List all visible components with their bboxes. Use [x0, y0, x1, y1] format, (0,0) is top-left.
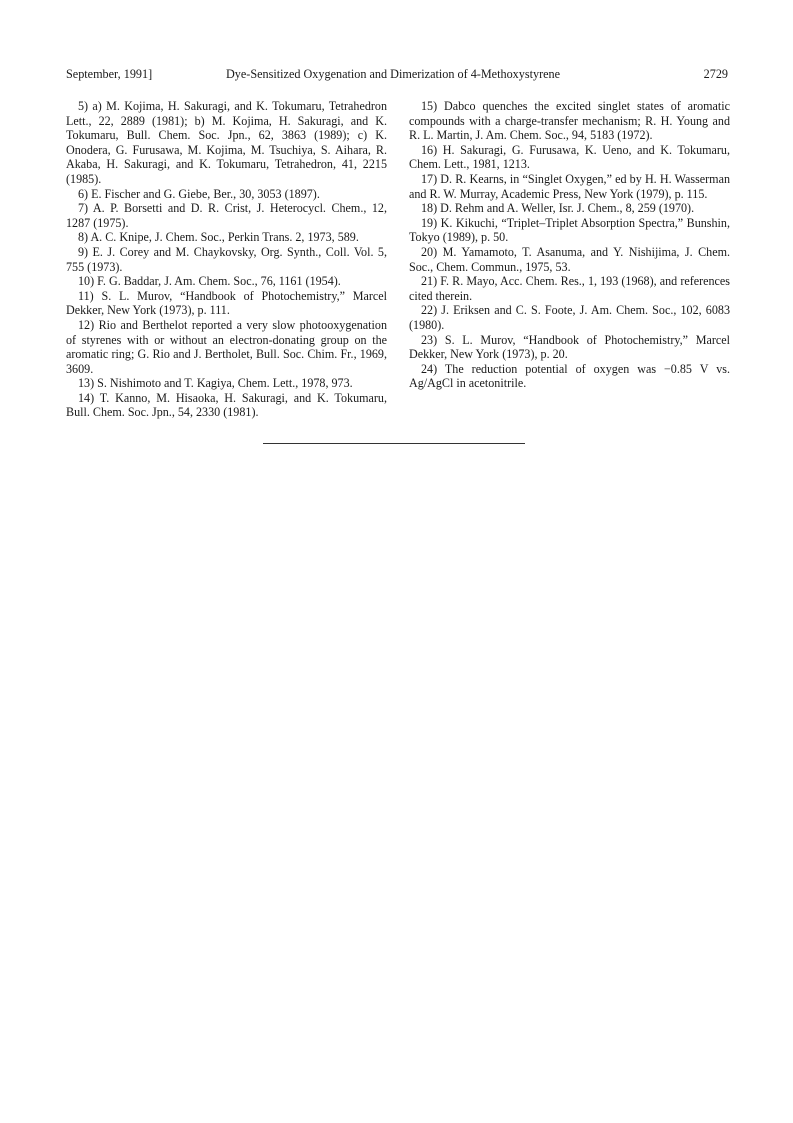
reference-text: Dabco quenches the excited singlet states of aromatic compounds with a charge-transfer mechanism; R. H. Young and R. L. Martin, J. Am. Chem. Soc., 94, 5183 (1972). [409, 99, 730, 143]
reference-text: D. Rehm and A. Weller, Isr. J. Chem., 8, 259 (1970). [440, 201, 695, 216]
reference-item [66, 318, 387, 376]
reference-text: K. Kikuchi, “Triplet–Triplet Absorption Spectra,” Bunshin, Tokyo (1989), p. 50. [409, 215, 730, 245]
end-of-article-rule [263, 443, 525, 444]
reference-number: 21) [421, 274, 438, 289]
reference-text: T. Kanno, M. Hisaoka, H. Sakuragi, and K. Tokumaru, Bull. Chem. Soc. Jpn., 54, 2330 (1981). [66, 390, 387, 420]
references-left-column [66, 99, 387, 420]
reference-item [66, 230, 387, 245]
reference-text: A. P. Borsetti and D. R. Crist, J. Heterocycl. Chem., 12, 1287 (1975). [66, 201, 387, 230]
reference-number: 14) [78, 390, 95, 405]
reference-item [409, 172, 730, 201]
reference-item [409, 216, 730, 245]
reference-item [409, 245, 730, 274]
reference-number: 16) [421, 142, 438, 157]
reference-number: 20) [421, 244, 438, 259]
reference-text: D. R. Kearns, in “Singlet Oxygen,” ed by H. H. Wasserman and R. W. Murray, Academic Press, New York (1979), p. 115. [409, 171, 730, 201]
reference-text: a) M. Kojima, H. Sakuragi, and K. Tokumaru, Tetrahedron Lett., 22, 2889 (1981); b) M. Kojima, H. Sakuragi, and K. Tokumaru, Bull. Chem. Soc. Jpn., 62, 3863 (1989); c) K. Onodera, G. Furusawa, M. Kojima, M. Tsuchiya, S. Aihara, R. Akaba, H. Sakuragi, and K. Tokumaru, Tetrahedron, 41, 2215 (1985). [66, 99, 387, 186]
reference-text: S. L. Murov, “Handbook of Photochemistry,” Marcel Dekker, New York (1973), p. 111. [66, 288, 387, 318]
reference-number: 10) [78, 274, 95, 289]
references-right-column [409, 99, 730, 391]
reference-text: Rio and Berthelot reported a very slow photooxygenation of styrenes with or without an electron-donating group on the aromatic ring; G. Rio and J. Bertholet, Bull. Soc. Chim. Fr., 1969, 3609. [66, 317, 387, 376]
reference-number: 5) [78, 99, 89, 113]
reference-item [66, 274, 387, 289]
reference-text: The reduction potential of oxygen was −0.85 V vs. Ag/AgCl in acetonitrile. [409, 361, 730, 391]
reference-item [66, 99, 387, 187]
reference-number: 22) [421, 303, 438, 318]
reference-text: F. R. Mayo, Acc. Chem. Res., 1, 193 (1968), and references cited therein. [409, 274, 730, 303]
reference-number: 11) [78, 288, 94, 303]
reference-number: 15) [421, 99, 438, 113]
reference-text: E. Fischer and G. Giebe, Ber., 30, 3053 (1897). [91, 186, 320, 201]
reference-text: M. Yamamoto, T. Asanuma, and Y. Nishijima, J. Chem. Soc., Chem. Commun., 1975, 53. [409, 244, 731, 274]
reference-text: F. G. Baddar, J. Am. Chem. Soc., 76, 1161 (1954). [97, 274, 341, 289]
reference-number: 23) [421, 332, 438, 347]
reference-text: S. L. Murov, “Handbook of Photochemistry,” Marcel Dekker, New York (1973), p. 20. [409, 332, 730, 362]
reference-item [409, 143, 730, 172]
reference-number: 19) [421, 215, 438, 230]
reference-number: 17) [421, 171, 438, 186]
header-title: Dye-Sensitized Oxygenation and Dimerization of 4-Methoxystyrene [226, 67, 561, 81]
reference-item [66, 187, 387, 202]
reference-item [409, 303, 730, 332]
reference-number: 12) [78, 317, 95, 332]
reference-text: E. J. Corey and M. Chaykovsky, Org. Synth., Coll. Vol. 5, 755 (1973). [66, 244, 387, 274]
reference-item [66, 376, 387, 391]
reference-item [409, 333, 730, 362]
reference-item [66, 245, 387, 274]
reference-item [66, 289, 387, 318]
reference-number: 13) [78, 376, 95, 391]
running-header [66, 66, 728, 82]
reference-text: H. Sakuragi, G. Furusawa, K. Ueno, and K. Tokumaru, Chem. Lett., 1981, 1213. [409, 142, 730, 172]
reference-number: 6) [78, 186, 89, 201]
reference-item [409, 99, 730, 143]
reference-number: 24) [421, 361, 438, 376]
reference-text: A. C. Knipe, J. Chem. Soc., Perkin Trans. 2, 1973, 589. [90, 230, 359, 245]
reference-number: 8) [78, 230, 89, 245]
header-date: September, 1991] [66, 67, 153, 81]
reference-number: 9) [78, 244, 89, 259]
reference-item [66, 391, 387, 420]
page-number: 2729 [703, 67, 728, 81]
reference-text: S. Nishimoto and T. Kagiya, Chem. Lett., 1978, 973. [97, 376, 353, 391]
reference-text: J. Eriksen and C. S. Foote, J. Am. Chem. Soc., 102, 6083 (1980). [409, 303, 730, 332]
reference-item [409, 362, 730, 391]
reference-item [409, 274, 730, 303]
reference-item [409, 201, 730, 216]
reference-number: 18) [421, 201, 438, 216]
reference-item [66, 201, 387, 230]
reference-number: 7) [78, 201, 89, 216]
